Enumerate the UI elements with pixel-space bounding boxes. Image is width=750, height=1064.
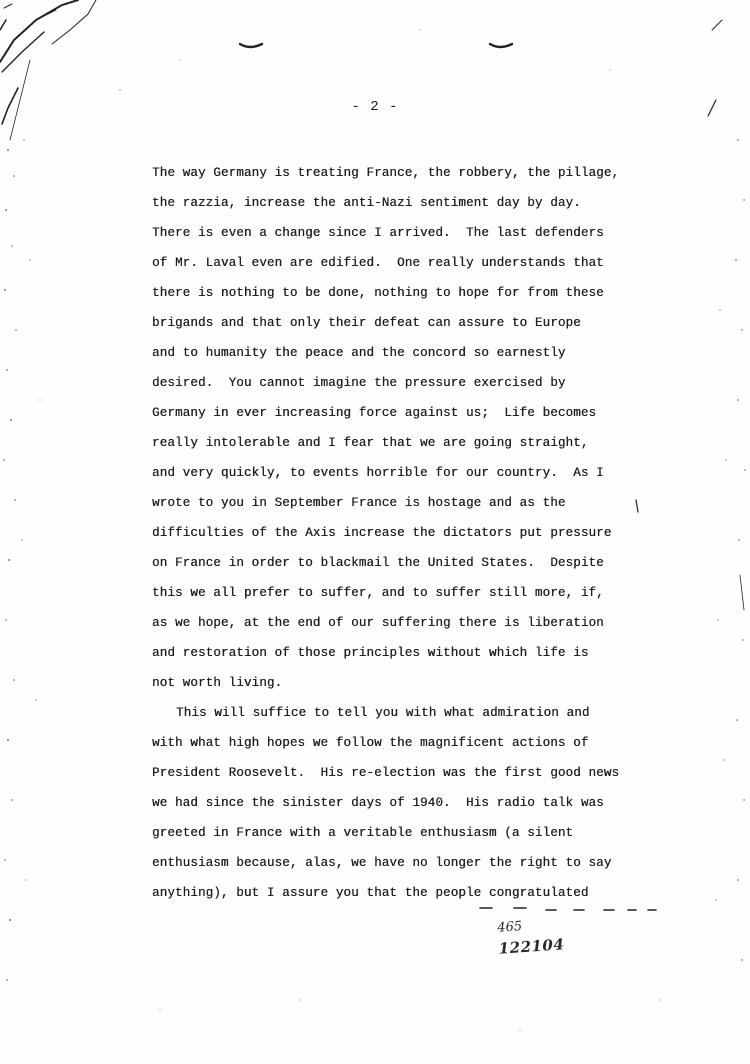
text-line: There is even a change since I arrived. The last defenders (152, 226, 604, 240)
text-line: the razzia, increase the anti-Nazi sentiment day by day. (152, 196, 581, 210)
text-line: this we all prefer to suffer, and to suffer still more, if, (152, 586, 604, 600)
text-line: wrote to you in September France is hostage and as the (152, 496, 566, 510)
text-line: desired. You cannot imagine the pressure exercised by (152, 376, 566, 390)
handwritten-note-line-1: 465 (496, 919, 523, 936)
text-line: not worth living. (152, 676, 283, 690)
text-line: and to humanity the peace and the concord so earnestly (152, 346, 566, 360)
text-line: This will suffice to tell you with what admiration and (176, 706, 590, 720)
text-line: The way Germany is treating France, the robbery, the pillage, (152, 166, 620, 180)
handwritten-annotation (497, 913, 580, 958)
page-number: - 2 - (351, 99, 399, 115)
text-line: on France in order to blackmail the United States. Despite (152, 556, 604, 570)
text-line: greeted in France with a veritable enthusiasm (a silent (152, 826, 574, 840)
text-line: with what high hopes we follow the magnificent actions of (152, 736, 589, 750)
text-line: Germany in ever increasing force against us; Life becomes (152, 406, 597, 420)
handwritten-note-line-2: 122104 (498, 935, 565, 958)
letter-body (152, 158, 712, 908)
text-line: there is nothing to be done, nothing to hope for from these (152, 286, 604, 300)
text-line: of Mr. Laval even are edified. One really understands that (152, 256, 604, 270)
text-line: President Roosevelt. His re-election was the first good news (152, 766, 620, 780)
text-line: we had since the sinister days of 1940. His radio talk was (152, 796, 604, 810)
text-line: and restoration of those principles without which life is (152, 646, 589, 660)
text-line: really intolerable and I fear that we are going straight, (152, 436, 589, 450)
text-line: anything), but I assure you that the people congratulated (152, 886, 589, 900)
text-line: enthusiasm because, alas, we have no longer the right to say (152, 856, 612, 870)
text-line: and very quickly, to events horrible for our country. As I (152, 466, 604, 480)
text-line: as we hope, at the end of our suffering there is liberation (152, 616, 604, 630)
text-line: difficulties of the Axis increase the dictators put pressure (152, 526, 612, 540)
text-line: brigands and that only their defeat can assure to Europe (152, 316, 581, 330)
